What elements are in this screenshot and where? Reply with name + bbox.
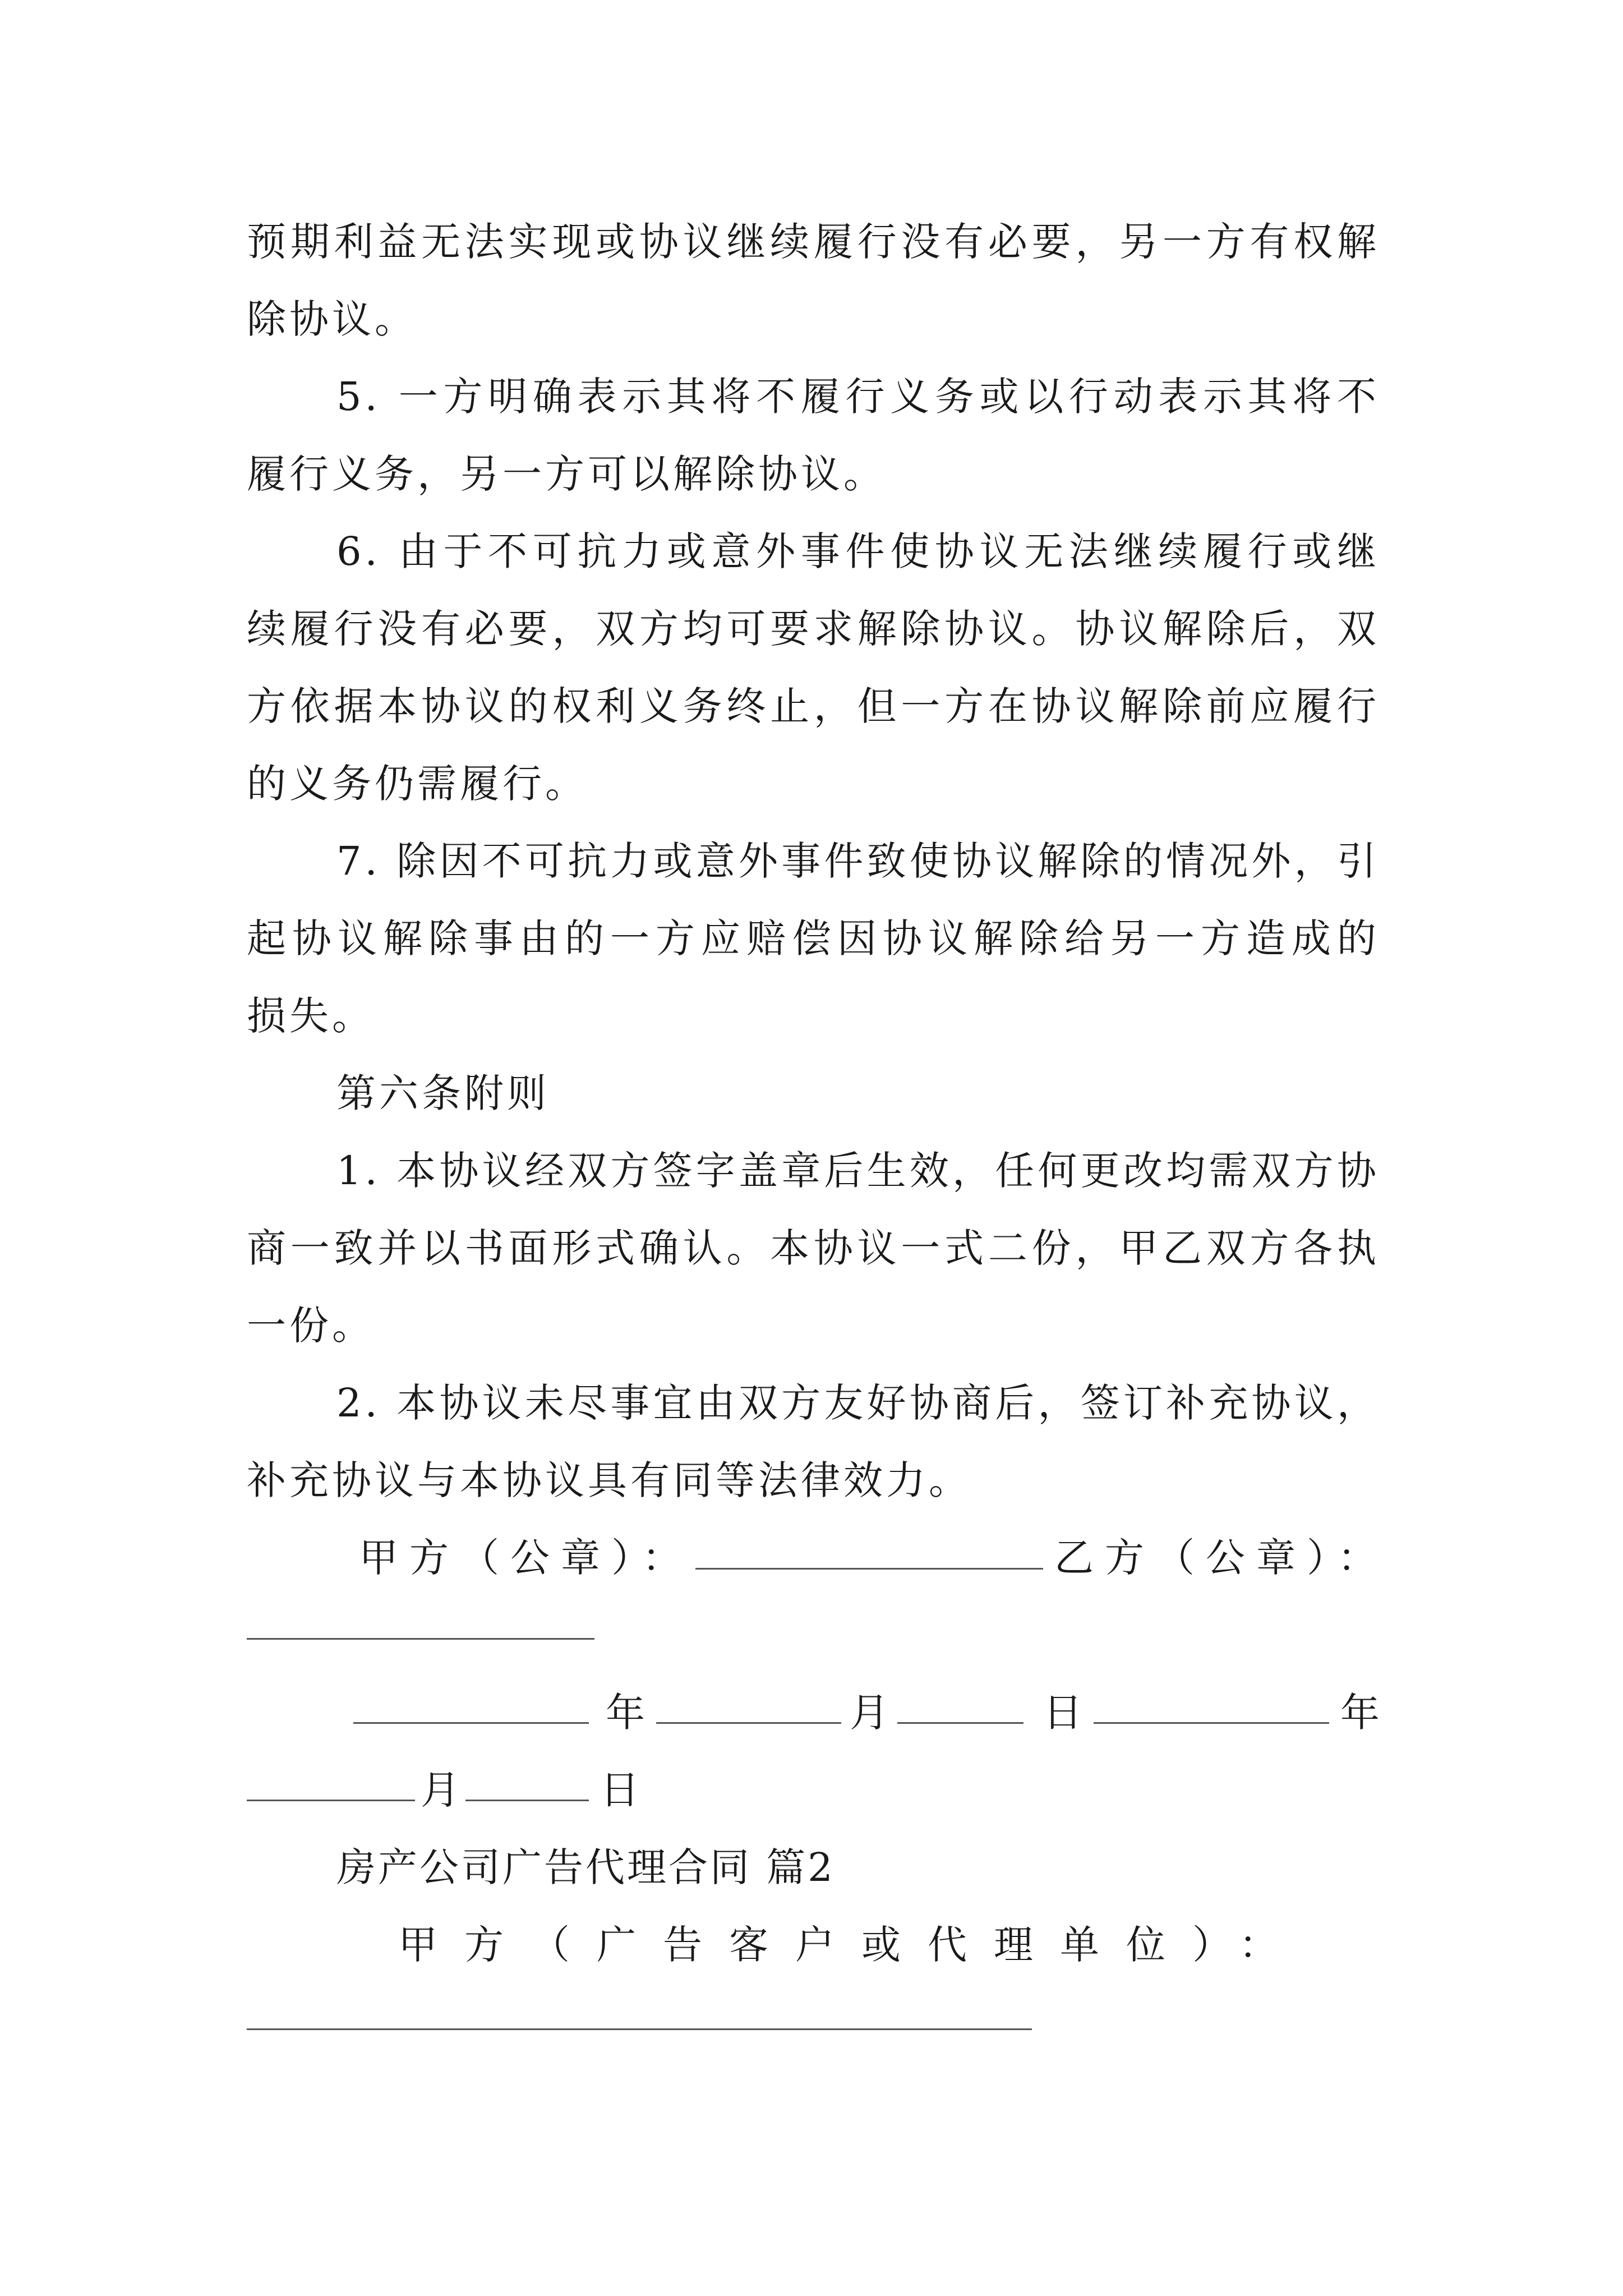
- date-b-day-blank: [465, 1800, 589, 1801]
- appendix-clause-2-line: 补充协议与本协议具有同等法律效力。: [247, 1457, 971, 1503]
- party-a-seal-label: 甲方（公章）：: [359, 1535, 693, 1581]
- contract-title: 房产公司广告代理合同 篇2: [336, 1844, 835, 1890]
- date-a-year-label: 年: [606, 1690, 648, 1736]
- appendix-clause-1-line: 商一致并以书面形式确认。本协议一式二份，甲乙双方各执: [247, 1225, 1380, 1271]
- party-b-signature-line: [247, 1638, 594, 1640]
- date-a-month-blank: [656, 1722, 841, 1724]
- clause-7-line: 7. 除因不可抗力或意外事件致使协议解除的情况外，引: [336, 838, 1380, 884]
- appendix-clause-1-line: 一份。: [247, 1303, 375, 1349]
- party-b-seal-label: 乙方（公章）：: [1054, 1535, 1388, 1581]
- date-b-month-blank: [247, 1800, 415, 1801]
- clause-6-line: 续履行没有必要，双方均可要求解除协议。协议解除后，双: [247, 606, 1380, 652]
- date-b-year-blank: [1094, 1722, 1329, 1724]
- date-a-day-blank: [897, 1722, 1023, 1724]
- date-a-month-label: 月: [850, 1690, 892, 1736]
- clause-7-line: 损失。: [247, 993, 375, 1039]
- party-a-client-blank: [247, 2028, 1032, 2030]
- clause-7-line: 起协议解除事由的一方应赔偿因协议解除给另一方造成的: [247, 915, 1380, 961]
- paragraph-line: 除协议。: [247, 296, 417, 342]
- date-b-month-label: 月: [421, 1767, 463, 1813]
- appendix-clause-1-line: 1. 本协议经双方签字盖章后生效，任何更改均需双方协: [336, 1148, 1380, 1194]
- clause-6-line: 的义务仍需履行。: [247, 761, 588, 807]
- date-b-year-label: 年: [1340, 1690, 1383, 1736]
- date-b-day-label: 日: [600, 1767, 643, 1813]
- clause-5-line: 履行义务，另一方可以解除协议。: [247, 451, 886, 497]
- date-a-year-blank: [353, 1722, 589, 1724]
- clause-5-line: 5. 一方明确表示其将不履行义务或以行动表示其将不: [336, 374, 1380, 420]
- party-a-signature-line: [695, 1568, 1043, 1570]
- article-6-heading: 第六条附则: [336, 1070, 550, 1116]
- party-a-client-label: 甲方（广告客户或代理单位）：: [398, 1922, 1305, 1968]
- clause-6-line: 方依据本协议的权利义务终止，但一方在协议解除前应履行: [247, 683, 1380, 729]
- paragraph-line: 预期利益无法实现或协议继续履行没有必要，另一方有权解: [247, 219, 1380, 265]
- appendix-clause-2-line: 2. 本协议未尽事宜由双方友好协商后，签订补充协议，: [336, 1380, 1380, 1426]
- date-a-day-label: 日: [1043, 1690, 1086, 1736]
- clause-6-line: 6. 由于不可抗力或意外事件使协议无法继续履行或继: [336, 528, 1380, 574]
